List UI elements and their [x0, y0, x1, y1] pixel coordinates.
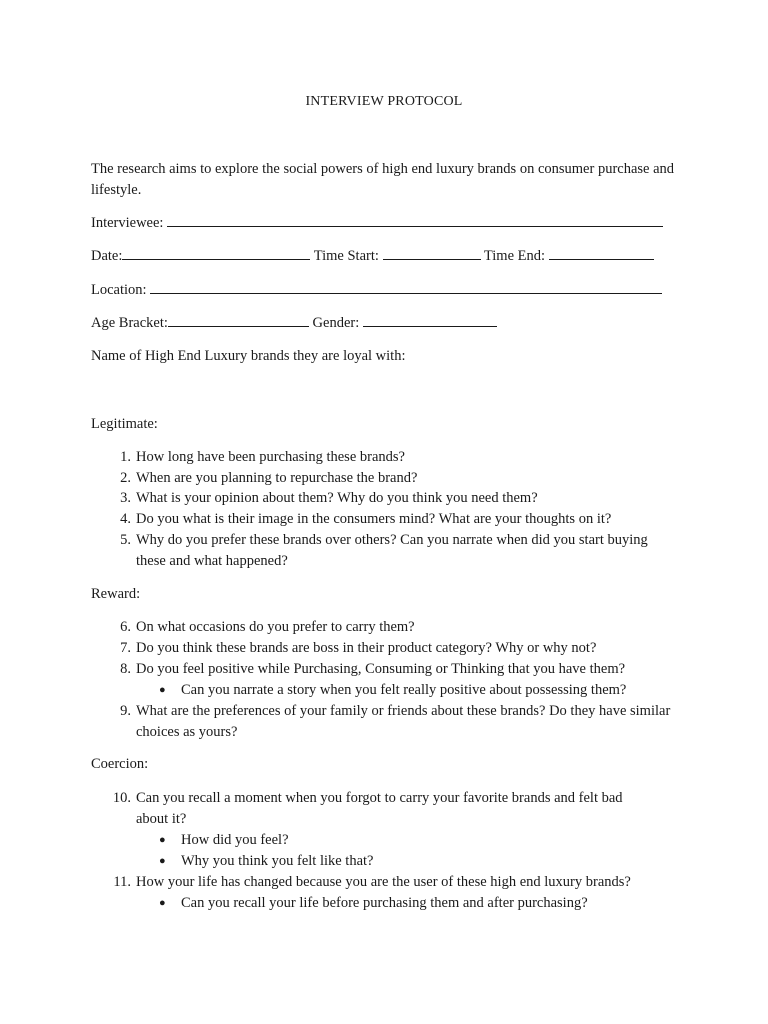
list-text: Do you think these brands are boss in their product category? Why or why not?	[136, 640, 597, 656]
list-text: What is your opinion about them? Why do you think you need them?	[136, 490, 538, 506]
list-number: 8.	[120, 661, 131, 677]
list-number: 10.	[112, 790, 131, 806]
list-text: On what occasions do you prefer to carry them?	[136, 619, 415, 635]
date-time-field	[91, 246, 654, 267]
list-number: 6.	[120, 619, 131, 635]
bullet-icon: ●	[159, 855, 166, 867]
bullet-icon: ●	[159, 897, 166, 909]
interviewee-label: Interviewee:	[91, 215, 164, 231]
list-text: How your life has changed because you are the user of these high end luxury brands?	[136, 874, 631, 890]
section-heading-reward: Reward:	[91, 586, 141, 602]
list-text: Can you recall a moment when you forgot to carry your favorite brands and felt bad about it?	[136, 790, 623, 827]
page-title: INTERVIEW PROTOCOL	[305, 94, 463, 109]
time-end-blank	[549, 246, 654, 260]
time-start-blank	[383, 246, 481, 260]
age-gender-field	[91, 313, 497, 334]
list-number: 9.	[120, 703, 131, 719]
section-heading-legitimate: Legitimate:	[91, 416, 158, 432]
gender-label: Gender:	[312, 315, 360, 331]
bullet-text: How did you feel?	[181, 832, 289, 848]
list-number: 4.	[120, 511, 131, 527]
list-number: 2.	[120, 470, 131, 486]
bullet-icon: ●	[159, 684, 166, 696]
age-bracket-label: Age Bracket:	[91, 315, 168, 331]
list-number: 11.	[113, 874, 131, 890]
brands-loyal-label: Name of High End Luxury brands they are loyal with:	[91, 348, 406, 364]
list-text: When are you planning to repurchase the brand?	[136, 470, 418, 486]
list-number: 5.	[120, 532, 131, 548]
time-start-label: Time Start:	[313, 248, 379, 264]
list-text: Do you feel positive while Purchasing, Consuming or Thinking that you have them?	[136, 661, 626, 677]
interviewee-field	[91, 213, 663, 234]
interviewee-blank	[167, 213, 663, 227]
list-text: Why do you prefer these brands over others? Can you narrate when did you start buying these and what happened?	[136, 532, 648, 569]
age-bracket-blank	[168, 313, 309, 327]
list-text: What are the preferences of your family or friends about these brands? Do they have similar choices as yours?	[136, 703, 671, 740]
bullet-icon: ●	[159, 834, 166, 846]
bullet-text: Why you think you felt like that?	[181, 853, 374, 869]
date-label: Date:	[91, 248, 123, 264]
date-blank	[122, 246, 310, 260]
bullet-text: Can you narrate a story when you felt really positive about possessing them?	[181, 682, 627, 698]
section-heading-coercion: Coercion:	[91, 756, 149, 772]
list-number: 3.	[120, 490, 131, 506]
list-number: 1.	[120, 449, 131, 465]
location-label: Location:	[91, 282, 147, 298]
location-field	[91, 280, 662, 301]
bullet-text: Can you recall your life before purchasing them and after purchasing?	[181, 895, 588, 911]
list-text: Do you what is their image in the consumers mind? What are your thoughts on it?	[136, 511, 612, 527]
time-end-label: Time End:	[483, 248, 546, 264]
intro-paragraph: The research aims to explore the social powers of high end luxury brands on consumer purchase and lifestyle.	[91, 161, 675, 198]
list-number: 7.	[120, 640, 131, 656]
list-text: How long have been purchasing these brands?	[136, 449, 405, 465]
location-blank	[150, 280, 662, 294]
gender-blank	[363, 313, 497, 327]
